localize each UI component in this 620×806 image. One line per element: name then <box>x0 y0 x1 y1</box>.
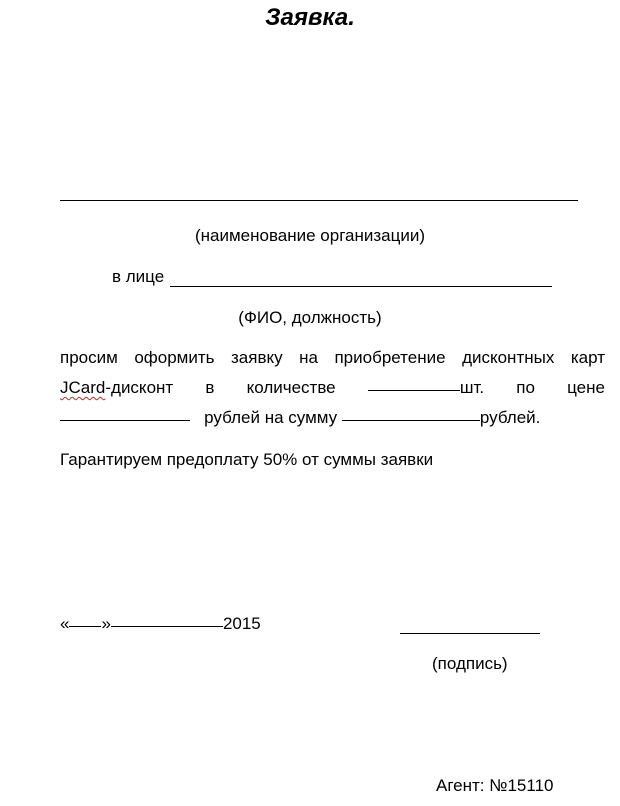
quantity-blank-line <box>368 390 460 391</box>
document-title: Заявка. <box>265 4 355 31</box>
signature-blank-line <box>400 633 540 634</box>
represented-by-label: в лице <box>112 267 165 286</box>
request-word: карт <box>570 348 605 367</box>
word-at: по <box>516 378 535 397</box>
month-blank-line <box>111 626 223 627</box>
person-caption: (ФИО, должность) <box>238 308 382 327</box>
request-word: на <box>299 348 318 367</box>
price-blank-line <box>60 420 190 421</box>
date-year: 2015 <box>222 614 261 633</box>
request-word: приобретение <box>334 348 446 367</box>
request-line-3 <box>60 408 540 428</box>
word-in: в <box>205 378 215 397</box>
unit-pcs: шт. <box>459 378 485 397</box>
brand-suffix: -дисконт <box>105 378 174 397</box>
card-product-name <box>60 378 173 398</box>
request-word: заявку <box>231 348 283 367</box>
brand-name: JCard <box>60 378 106 397</box>
agent-number: Агент: №15110 <box>436 776 554 795</box>
day-blank-line <box>69 626 101 627</box>
word-quantity: количестве <box>246 378 336 397</box>
organization-blank-line <box>60 200 578 201</box>
request-word: оформить <box>134 348 215 367</box>
person-blank-line <box>170 286 552 287</box>
request-word: просим <box>60 348 118 367</box>
organization-caption: (наименование организации) <box>194 226 426 245</box>
guarantee-text: Гарантируем предоплату 50% от суммы заявки <box>60 450 434 469</box>
date-field <box>60 614 261 634</box>
word-price: цене <box>567 378 605 397</box>
sum-blank-line <box>342 420 480 421</box>
rubles-end: рублей. <box>479 408 541 427</box>
signature-caption: (подпись) <box>432 654 508 673</box>
request-line-2 <box>60 378 605 398</box>
date-close-quote: » <box>101 614 111 633</box>
rubles-sum-prefix: рублей на сумму <box>204 408 338 427</box>
request-word: дисконтных <box>462 348 555 367</box>
quantity-field <box>368 378 484 398</box>
date-open-quote: « <box>60 614 70 633</box>
request-line-1 <box>60 348 605 368</box>
